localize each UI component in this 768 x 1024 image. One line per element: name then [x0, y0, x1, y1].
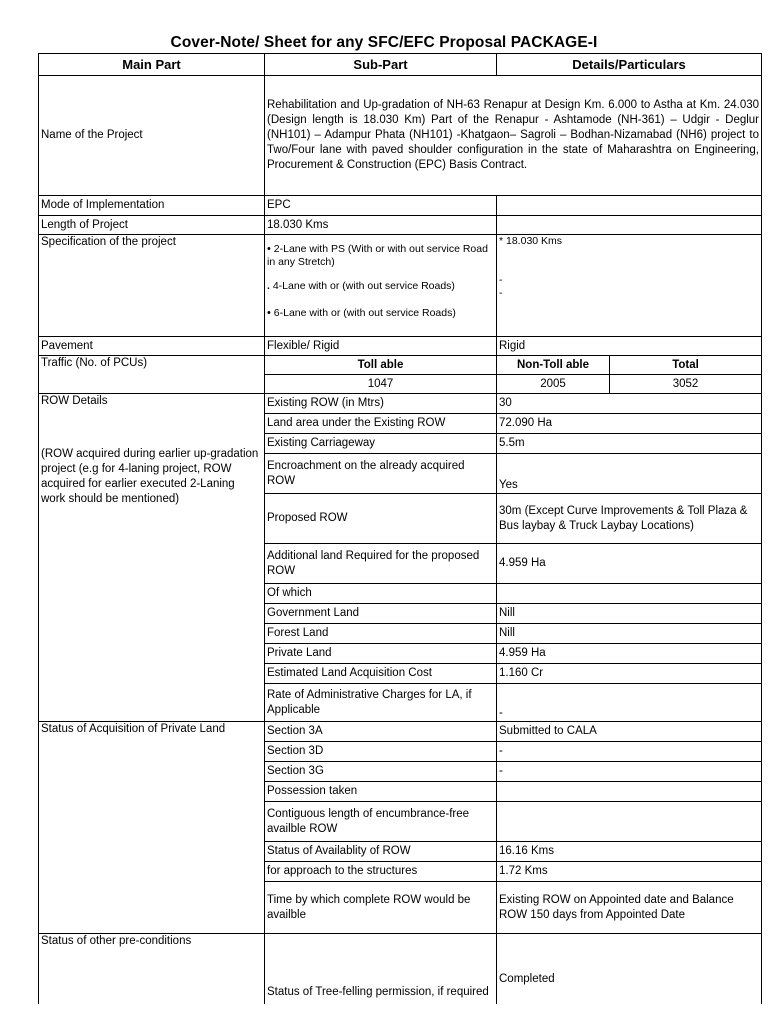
spec-value-2lane: * 18.030 Kms — [499, 235, 563, 247]
acq-sub: Contiguous length of encumbrance-free availble ROW — [265, 802, 497, 842]
spec-label: Specification of the project — [39, 235, 265, 337]
pavement-sub: Flexible/ Rigid — [265, 337, 497, 356]
mode-value: EPC — [265, 196, 497, 216]
row-sub: Rate of Administrative Charges for LA, if Applicable — [265, 684, 497, 722]
traffic-header-total: Total — [610, 356, 762, 375]
acq-value: 1.72 Kms — [497, 862, 762, 882]
row-value: Yes — [497, 454, 762, 494]
spec-value-4lane: - — [499, 274, 503, 286]
traffic-value-nontollable: 2005 — [497, 375, 610, 394]
row-value: 30 — [497, 394, 762, 414]
header-sub-part: Sub-Part — [265, 54, 497, 76]
row-sub: Existing ROW (in Mtrs) — [265, 394, 497, 414]
row-details-note: (ROW acquired during earlier up-gradation project (e.g for 4-laning project, ROW acquired for earlier executed 2-Laning work should be mentioned) — [41, 448, 259, 505]
row-details-cell — [39, 394, 265, 722]
spec-item-2lane: • 2-Lane with PS (With or with out service Road in any Stretch) — [267, 243, 488, 268]
table-row — [39, 235, 762, 337]
row-value: 1.160 Cr — [497, 664, 762, 684]
length-label: Length of Project — [39, 216, 265, 235]
traffic-header-tollable: Toll able — [265, 356, 497, 375]
acq-sub: Section 3G — [265, 762, 497, 782]
acq-value: - — [497, 742, 762, 762]
spec-item-4lane: . 4-Lane with or (with out service Roads) — [267, 280, 455, 292]
row-sub: Additional land Required for the proposed ROW — [265, 544, 497, 584]
pavement-label: Pavement — [39, 337, 265, 356]
acq-sub: Possession taken — [265, 782, 497, 802]
row-value — [497, 584, 762, 604]
row-sub: Forest Land — [265, 624, 497, 644]
acq-value — [497, 782, 762, 802]
row-sub: Existing Carriageway — [265, 434, 497, 454]
acquisition-label: Status of Acquisition of Private Land — [39, 722, 265, 934]
traffic-value-total: 3052 — [610, 375, 762, 394]
row-value: 4.959 Ha — [497, 644, 762, 664]
row-value: Nill — [497, 604, 762, 624]
row-sub: Proposed ROW — [265, 494, 497, 544]
acq-sub: Section 3A — [265, 722, 497, 742]
precond-value: Completed — [497, 934, 762, 1004]
pavement-value: Rigid — [497, 337, 762, 356]
page-title: Cover-Note/ Sheet for any SFC/EFC Proposal PACKAGE-I — [170, 34, 598, 51]
header-main-part: Main Part — [39, 54, 265, 76]
row-value: 4.959 Ha — [497, 544, 762, 584]
row-value: 72.090 Ha — [497, 414, 762, 434]
row-value: Nill — [497, 624, 762, 644]
traffic-label: Traffic (No. of PCUs) — [39, 356, 265, 394]
row-sub: Estimated Land Acquisition Cost — [265, 664, 497, 684]
row-sub: Land area under the Existing ROW — [265, 414, 497, 434]
row-sub: Of which — [265, 584, 497, 604]
precond-label: Status of other pre-conditions — [39, 934, 265, 1004]
acq-sub: Time by which complete ROW would be availble — [265, 882, 497, 934]
table-row — [39, 394, 762, 414]
row-details-label: ROW Details — [41, 395, 108, 407]
spec-item-6lane: • 6-Lane with or (with out service Roads) — [267, 307, 456, 319]
row-value: 5.5m — [497, 434, 762, 454]
spec-values — [497, 235, 762, 337]
proposal-table — [38, 53, 762, 1004]
row-sub: Government Land — [265, 604, 497, 624]
table-row — [39, 722, 762, 742]
proposal-table-wrapper — [38, 53, 761, 998]
acq-sub: Status of Availablity of ROW — [265, 842, 497, 862]
mode-label: Mode of Implementation — [39, 196, 265, 216]
traffic-header-nontollable: Non-Toll able — [497, 356, 610, 375]
table-row — [39, 216, 762, 235]
spec-items — [265, 235, 497, 337]
table-row — [39, 196, 762, 216]
row-sub: Encroachment on the already acquired ROW — [265, 454, 497, 494]
row-value: - — [497, 684, 762, 722]
row-sub: Private Land — [265, 644, 497, 664]
acq-sub: for approach to the structures — [265, 862, 497, 882]
traffic-value-tollable: 1047 — [265, 375, 497, 394]
acq-value: 16.16 Kms — [497, 842, 762, 862]
acq-sub: Section 3D — [265, 742, 497, 762]
spec-value-6lane: - — [499, 287, 503, 299]
table-row — [39, 337, 762, 356]
project-name-label: Name of the Project — [39, 76, 265, 196]
acq-value: Submitted to CALA — [497, 722, 762, 742]
table-row — [39, 356, 762, 375]
acq-value: Existing ROW on Appointed date and Balance ROW 150 days from Appointed Date — [497, 882, 762, 934]
table-row — [39, 934, 762, 1004]
table-header-row — [39, 54, 762, 76]
project-description: Rehabilitation and Up-gradation of NH-63 Renapur at Design Km. 6.000 to Astha at Km. 24.030 (Design length is 18.030 Km) Part of the Renapur - Ashtamode (NH-361) – Udgir - Deglur (NH101) – Adampur Phata (NH101) -Khatgaon– Sagroli – Bodhan-Nizamabad (NH6) project to Two/Four lane with paved shoulder configuration in the state of Maharashtra on Engineering, Procurement & Construction (EPC) Basis Contract. — [265, 76, 762, 196]
acq-value — [497, 802, 762, 842]
row-value: 30m (Except Curve Improvements & Toll Plaza & Bus laybay & Truck Laybay Locations) — [497, 494, 762, 544]
precond-sub: Status of Tree-felling permission, if required — [265, 934, 497, 1004]
acq-value: - — [497, 762, 762, 782]
table-row — [39, 76, 762, 196]
length-value: 18.030 Kms — [265, 216, 497, 235]
header-details: Details/Particulars — [497, 54, 762, 76]
